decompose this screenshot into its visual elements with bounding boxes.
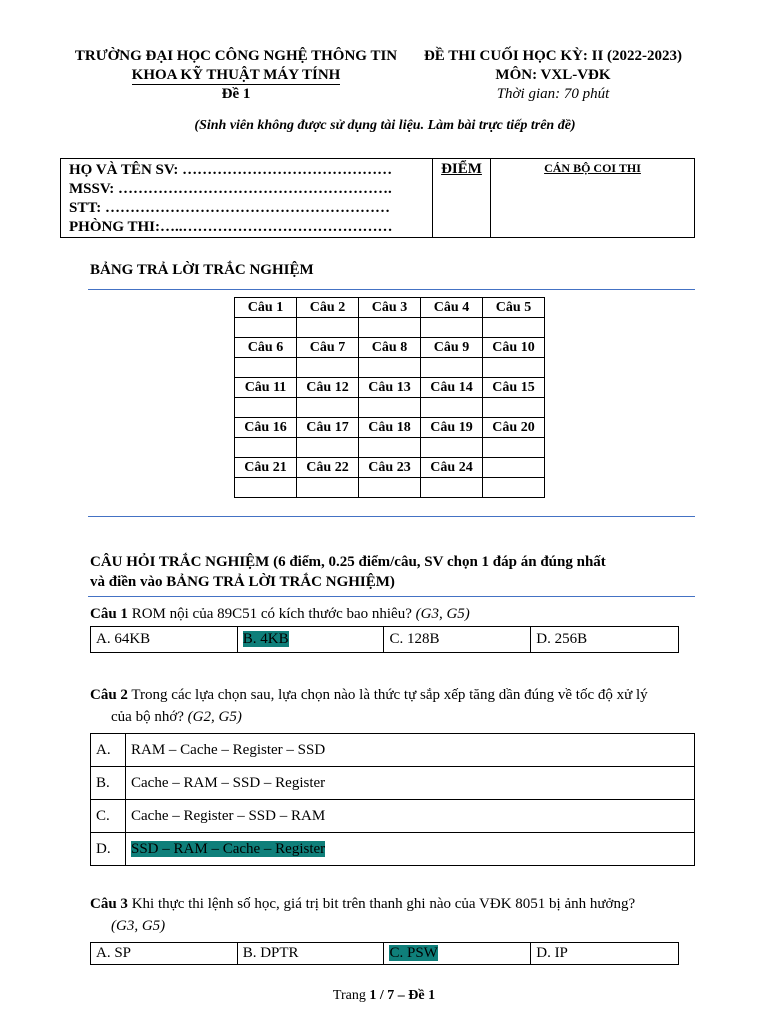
option-c[interactable]: [384, 943, 531, 965]
answer-grid: [234, 297, 545, 498]
header-right: [412, 47, 694, 104]
divider: [88, 289, 695, 290]
option-text: Cache – RAM – SSD – Register: [131, 774, 326, 791]
option-c[interactable]: [126, 800, 695, 833]
answer-cell[interactable]: [421, 318, 483, 338]
duration: Thời gian: 70 phút: [496, 86, 610, 102]
option-text: B. DPTR: [242, 945, 299, 961]
subject: MÔN: VXL-VĐK: [495, 67, 611, 83]
score-label: ĐIỂM: [441, 161, 482, 177]
option-a[interactable]: [91, 943, 238, 965]
grid-label: Câu 24: [421, 458, 483, 478]
option-text-highlighted: B. 4KB: [242, 631, 289, 647]
grid-label: [483, 458, 545, 478]
option-b-letter: B.: [91, 767, 126, 800]
answer-cell[interactable]: [235, 358, 297, 378]
option-b[interactable]: [126, 767, 695, 800]
grid-label: Câu 4: [421, 298, 483, 318]
grid-label: Câu 7: [297, 338, 359, 358]
answer-sheet-title: BẢNG TRẢ LỜI TRẮC NGHIỆM: [90, 262, 314, 278]
grid-label: Câu 15: [483, 378, 545, 398]
grid-label: Câu 9: [421, 338, 483, 358]
answer-cell[interactable]: [235, 438, 297, 458]
answer-cell[interactable]: [235, 398, 297, 418]
grid-label: Câu 11: [235, 378, 297, 398]
option-text: Cache – Register – SSD – RAM: [131, 807, 326, 824]
answer-cell[interactable]: [359, 438, 421, 458]
answer-cell[interactable]: [297, 478, 359, 498]
score-cell: [433, 159, 491, 237]
answer-cell[interactable]: [421, 438, 483, 458]
grid-label: Câu 17: [297, 418, 359, 438]
option-text: C. 128B: [389, 631, 440, 647]
grid-label: Câu 23: [359, 458, 421, 478]
question-label: Câu 1: [90, 606, 128, 622]
proctor-label: CÁN BỘ COI THI: [544, 161, 641, 175]
exam-note: (Sinh viên không được sử dụng tài liệu. Làm bài trực tiếp trên đề): [194, 118, 576, 133]
grid-label: Câu 5: [483, 298, 545, 318]
question-1: [90, 603, 470, 625]
grid-label: Câu 12: [297, 378, 359, 398]
exam-title: ĐỀ THI CUỐI HỌC KỲ: II (2022-2023): [423, 48, 683, 64]
question-1-options: [90, 626, 679, 653]
option-a[interactable]: [91, 627, 238, 653]
grid-label: Câu 10: [483, 338, 545, 358]
mcq-title-line2: và điền vào BẢNG TRẢ LỜI TRẮC NGHIỆM): [90, 574, 395, 590]
option-d[interactable]: [126, 833, 695, 866]
grid-label: Câu 6: [235, 338, 297, 358]
answer-cell[interactable]: [483, 478, 545, 498]
student-id-field: MSSV: ……………………………………………….: [69, 181, 392, 197]
grid-label: Câu 3: [359, 298, 421, 318]
question-tags: (G3, G5): [111, 918, 166, 934]
answer-cell[interactable]: [421, 358, 483, 378]
university-name: TRƯỜNG ĐẠI HỌC CÔNG NGHỆ THÔNG TIN: [74, 48, 398, 64]
answer-cell[interactable]: [483, 318, 545, 338]
answer-cell[interactable]: [297, 318, 359, 338]
option-text: D. IP: [536, 945, 568, 961]
grid-label: Câu 21: [235, 458, 297, 478]
grid-label: Câu 1: [235, 298, 297, 318]
option-text-highlighted: SSD – RAM – Cache – Register: [131, 840, 326, 857]
page-footer: [0, 988, 768, 1004]
question-text-cont: của bộ nhớ?: [111, 709, 184, 725]
option-d[interactable]: [531, 943, 679, 965]
grid-label: Câu 14: [421, 378, 483, 398]
answer-cell[interactable]: [421, 478, 483, 498]
answer-cell[interactable]: [483, 358, 545, 378]
option-text: D. 256B: [536, 631, 588, 647]
mcq-title-line1: CÂU HỎI TRẮC NGHIỆM (6 điểm, 0.25 điểm/câu, SV chọn 1 đáp án đúng nhất: [90, 554, 606, 570]
header-left: [60, 47, 412, 104]
grid-label: Câu 18: [359, 418, 421, 438]
student-info-table: [60, 158, 695, 238]
question-text: ROM nội của 89C51 có kích thước bao nhiêu?: [131, 606, 412, 622]
option-b[interactable]: [237, 627, 384, 653]
faculty-name: KHOA KỸ THUẬT MÁY TÍNH: [131, 67, 341, 83]
question-text: Trong các lựa chọn sau, lựa chọn nào là thức tự sắp xếp tăng dần đúng về tốc độ xử lý: [131, 687, 648, 703]
grid-label: Câu 13: [359, 378, 421, 398]
question-label: Câu 3: [90, 896, 128, 912]
question-tags: (G2, G5): [187, 709, 242, 725]
answer-cell[interactable]: [235, 478, 297, 498]
question-2: [90, 684, 700, 728]
exam-code: Đề 1: [221, 86, 251, 102]
answer-cell[interactable]: [297, 398, 359, 418]
option-d[interactable]: [531, 627, 679, 653]
answer-cell[interactable]: [421, 398, 483, 418]
proctor-cell: [491, 159, 694, 237]
question-3-options: [90, 942, 679, 965]
student-stt-field: STT: …………………………………………………: [69, 200, 390, 216]
student-name-field: HỌ VÀ TÊN SV: ……………………………………: [69, 162, 393, 178]
grid-label: Câu 16: [235, 418, 297, 438]
answer-cell[interactable]: [359, 358, 421, 378]
student-fields: [61, 159, 433, 237]
grid-label: Câu 20: [483, 418, 545, 438]
grid-label: Câu 8: [359, 338, 421, 358]
option-b[interactable]: [237, 943, 384, 965]
question-tags: (G3, G5): [415, 606, 470, 622]
answer-cell[interactable]: [235, 318, 297, 338]
grid-label: Câu 2: [297, 298, 359, 318]
answer-cell[interactable]: [359, 318, 421, 338]
divider: [88, 516, 695, 517]
option-a[interactable]: [126, 734, 695, 767]
divider: [88, 596, 695, 597]
option-text: A. 64KB: [96, 631, 151, 647]
grid-label: Câu 22: [297, 458, 359, 478]
option-c[interactable]: [384, 627, 531, 653]
question-text: Khi thực thi lệnh số học, giá trị bit trên thanh ghi nào của VĐK 8051 bị ảnh hưởng?: [131, 896, 636, 912]
answer-cell[interactable]: [297, 358, 359, 378]
grid-label: Câu 19: [421, 418, 483, 438]
option-c-letter: C.: [91, 800, 126, 833]
option-text: A. SP: [96, 945, 132, 961]
page-number: 1 / 7 – Đề 1: [369, 988, 436, 1003]
question-label: Câu 2: [90, 687, 128, 703]
option-text: RAM – Cache – Register – SSD: [131, 741, 326, 758]
question-2-options: [90, 733, 695, 866]
answer-cell[interactable]: [359, 398, 421, 418]
answer-cell[interactable]: [483, 398, 545, 418]
question-3: [90, 893, 700, 937]
footer-prefix: Trang: [332, 988, 370, 1003]
answer-cell[interactable]: [297, 438, 359, 458]
answer-cell[interactable]: [359, 478, 421, 498]
exam-room-field: PHÒNG THI:…..……………………………………: [69, 219, 393, 235]
mcq-section-title: [90, 552, 606, 592]
option-d-letter: D.: [91, 833, 126, 866]
answer-cell[interactable]: [483, 438, 545, 458]
option-text-highlighted: C. PSW: [389, 945, 438, 961]
option-a-letter: A.: [91, 734, 126, 767]
